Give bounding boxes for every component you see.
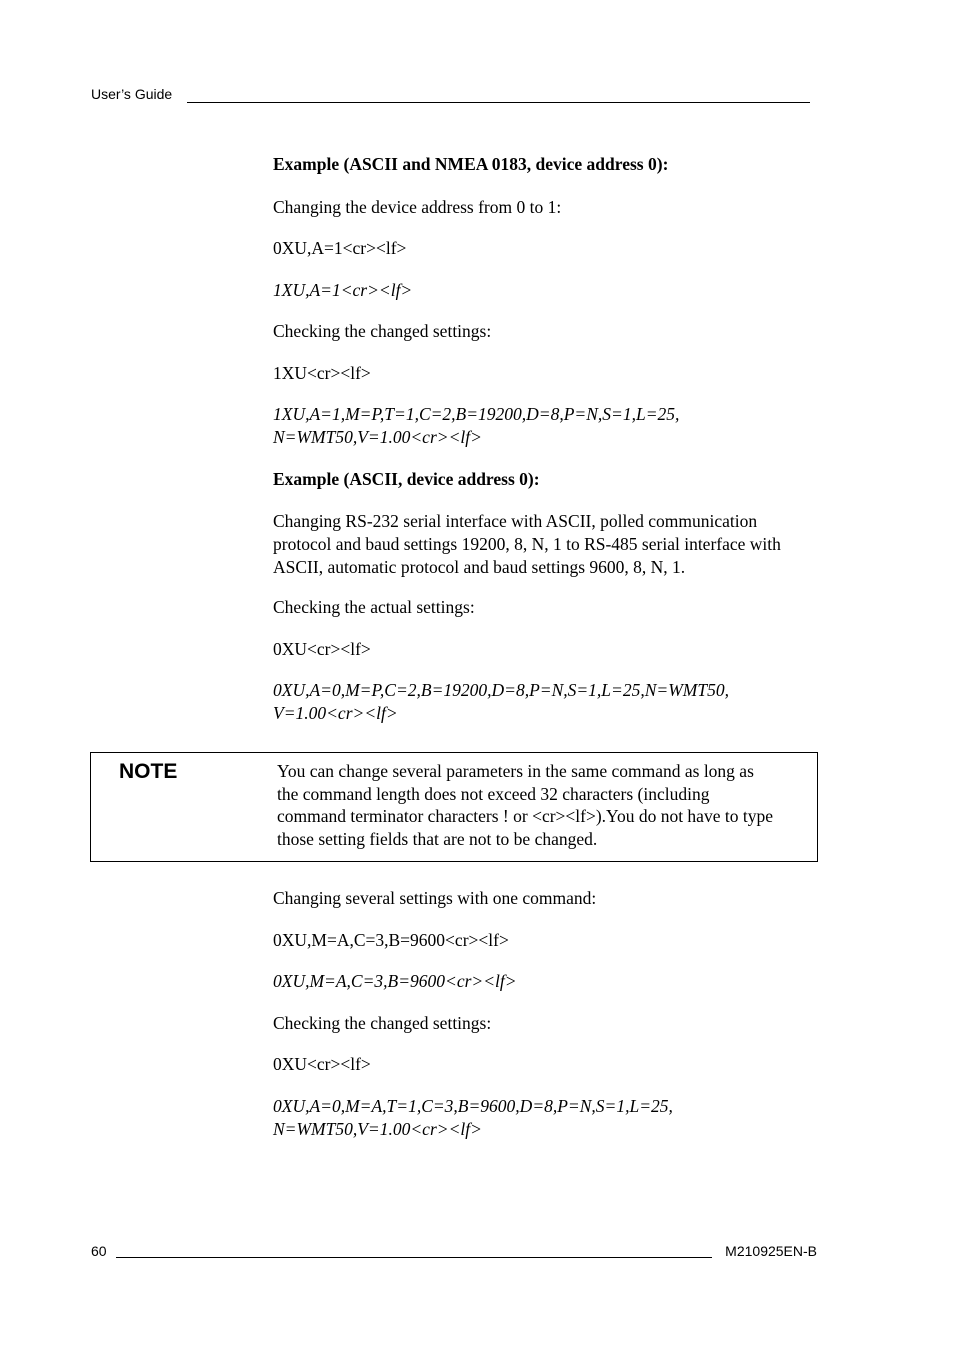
page-number: 60 <box>91 1243 107 1259</box>
response-line: 0XU,M=A,C=3,B=9600<cr><lf> <box>273 971 517 991</box>
note-label: NOTE <box>119 760 178 783</box>
header-rule <box>187 102 810 103</box>
response-line: V=1.00<cr><lf> <box>273 703 398 723</box>
document-code: M210925EN-B <box>725 1243 817 1259</box>
paragraph: Changing the device address from 0 to 1: <box>273 197 562 217</box>
command-line: 0XU,M=A,C=3,B=9600<cr><lf> <box>273 930 509 950</box>
paragraph-line: ASCII, automatic protocol and baud settings 9600, 8, N, 1. <box>273 557 686 577</box>
paragraph-block <box>273 510 818 579</box>
note-text <box>277 760 813 850</box>
note-box <box>90 752 818 862</box>
note-line: those setting fields that are not to be changed. <box>277 828 598 849</box>
example-heading-2: Example (ASCII, device address 0): <box>273 469 540 489</box>
note-line: You can change several parameters in the same command as long as <box>277 761 754 781</box>
command-line: 0XU<cr><lf> <box>273 639 371 659</box>
response-line: 0XU,A=0,M=A,T=1,C=3,B=9600,D=8,P=N,S=1,L=25, <box>273 1096 673 1116</box>
response-line: 1XU,A=1<cr><lf> <box>273 280 413 300</box>
footer-rule <box>116 1257 712 1258</box>
note-line: command terminator characters ! or <cr><lf>).You do not have to type <box>277 806 773 826</box>
paragraph: Checking the changed settings: <box>273 1013 492 1033</box>
running-header: User’s Guide <box>91 86 173 102</box>
response-line: 0XU,A=0,M=P,C=2,B=19200,D=8,P=N,S=1,L=25,N=WMT50, <box>273 680 729 700</box>
paragraph-line: Changing RS-232 serial interface with ASCII, polled communication <box>273 511 758 531</box>
paragraph: Checking the changed settings: <box>273 321 492 341</box>
paragraph-line: protocol and baud settings 19200, 8, N, 1 to RS-485 serial interface with <box>273 534 781 554</box>
response-line: N=WMT50,V=1.00<cr><lf> <box>273 427 482 447</box>
paragraph: Changing several settings with one command: <box>273 888 597 908</box>
response-line: N=WMT50,V=1.00<cr><lf> <box>273 1119 482 1139</box>
command-line: 1XU<cr><lf> <box>273 363 371 383</box>
response-block <box>273 679 818 725</box>
response-block <box>273 403 818 449</box>
response-line: 1XU,A=1,M=P,T=1,C=2,B=19200,D=8,P=N,S=1,L=25, <box>273 404 680 424</box>
response-block <box>273 1095 818 1141</box>
command-line: 0XU,A=1<cr><lf> <box>273 238 407 258</box>
example-heading-1: Example (ASCII and NMEA 0183, device address 0): <box>273 154 669 174</box>
note-line: the command length does not exceed 32 characters (including <box>277 783 710 804</box>
paragraph: Checking the actual settings: <box>273 597 475 617</box>
command-line: 0XU<cr><lf> <box>273 1054 371 1074</box>
